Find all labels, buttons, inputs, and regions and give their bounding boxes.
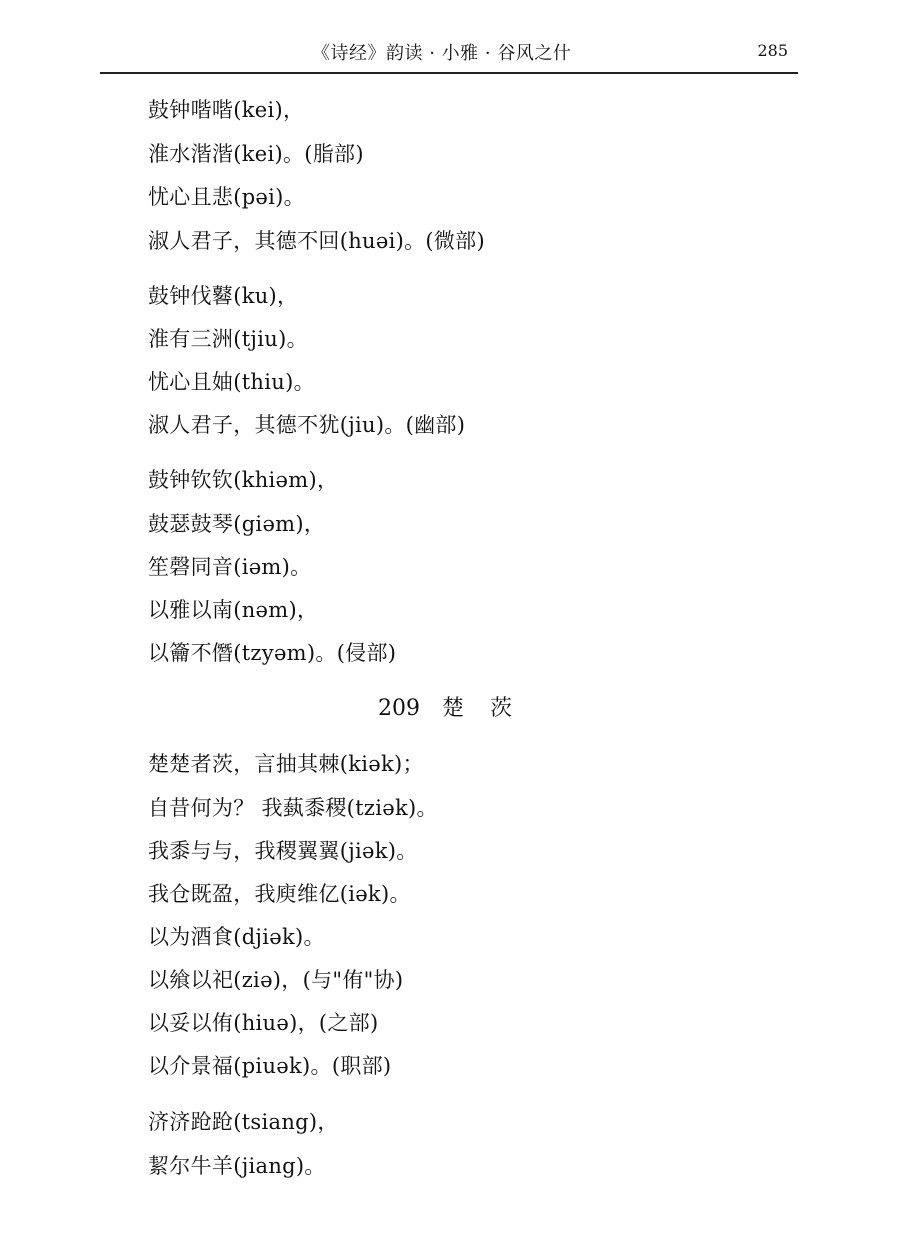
- poem-line: 笙磬同音(iəm)。: [148, 555, 312, 579]
- poem-line: 以雅以南(nəm)，: [148, 598, 319, 622]
- poem-line: 以介景福(piuək)。(职部): [148, 1054, 392, 1078]
- poem-line: 济济跄跄(tsiang)，: [148, 1110, 339, 1134]
- poem-line: 鼓钟喈喈(kei)，: [148, 98, 305, 122]
- section-heading: [378, 695, 512, 723]
- poem-line: 忧心且悲(pəi)。: [148, 185, 305, 209]
- poem-line: 淮水湝湝(kei)。(脂部): [148, 142, 364, 166]
- poem-line: 忧心且妯(thiu)。: [148, 370, 315, 394]
- poem-line: 楚楚者茨，言抽其棘(kiək)；: [148, 752, 424, 776]
- poem-line: 以妥以侑(hiuə)，(之部): [148, 1011, 379, 1035]
- section-number: 209: [378, 696, 420, 721]
- poem-line: 絜尔牛羊(jiang)。: [148, 1154, 326, 1178]
- header-title: 《诗经》韵读 · 小雅 · 谷风之什: [312, 43, 572, 64]
- poem-line: 淑人君子，其德不犹(jiu)。(幽部): [148, 413, 466, 437]
- poem-line: 淮有三洲(tjiu)。: [148, 327, 308, 351]
- poem-line: 以为酒食(djiək)。: [148, 925, 325, 949]
- section-title-char: 茨: [490, 696, 513, 721]
- page-number: 285: [757, 41, 788, 60]
- poem-line: 我仓既盈，我庾维亿(iək)。: [148, 882, 411, 906]
- poem-line: 鼓钟钦钦(khiəm)，: [148, 468, 339, 492]
- poem-line: 鼓钟伐鼛(ku)，: [148, 284, 299, 308]
- section-title-char: 楚: [442, 696, 465, 721]
- poem-line: 我黍与与，我稷翼翼(jiək)。: [148, 839, 418, 863]
- poem-line: 淑人君子，其德不回(huəi)。(微部): [148, 229, 485, 253]
- poem-line: 自昔何为？ 我蓺黍稷(tziək)。: [148, 796, 438, 820]
- poem-line: 鼓瑟鼓琴(giəm)，: [148, 512, 326, 536]
- poem-line: 以飨以祀(ziə)，(与"侑"协): [148, 968, 404, 992]
- poem-line: 以籥不僭(tzyəm)。(侵部): [148, 641, 397, 665]
- running-header: [100, 30, 798, 74]
